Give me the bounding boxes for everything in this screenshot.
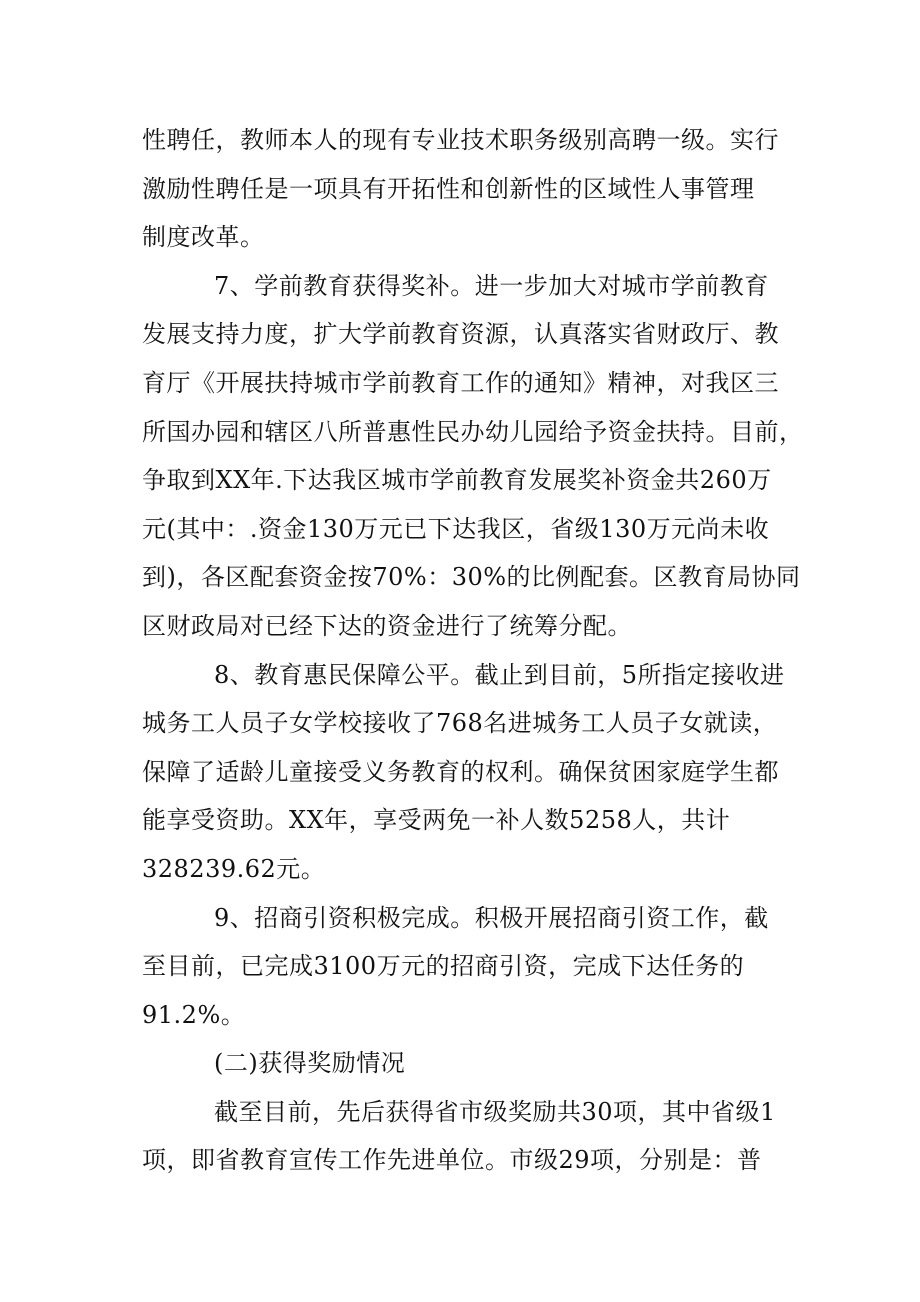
text-line: 元(其中：.资金130万元已下达我区，省级130万元尚未收 bbox=[142, 514, 770, 543]
text-line: 91.2%。 bbox=[142, 1000, 246, 1029]
text-line: 发展支持力度，扩大学前教育资源，认真落实省财政厅、教 bbox=[142, 320, 779, 349]
text-line: 性聘任，教师本人的现有专业技术职务级别高聘一级。实行 bbox=[142, 126, 779, 154]
text-line: 到)，各区配套资金按70%：30%的比例配套。区教育局协同 bbox=[142, 563, 801, 592]
text-line: 9、招商引资积极完成。积极开展招商引资工作，截 bbox=[214, 903, 769, 932]
body-text bbox=[142, 116, 804, 1185]
text-line: 区财政局对已经下达的资金进行了统筹分配。 bbox=[142, 611, 632, 640]
text-line: 截至目前，先后获得省市级奖励共30项，其中省级1 bbox=[214, 1097, 776, 1126]
text-line: 8、教育惠民保障公平。截止到目前，5所指定接收进 bbox=[214, 660, 785, 689]
text-line: 育厅《开展扶持城市学前教育工作的通知》精神，对我区三 bbox=[142, 368, 779, 397]
text-line: 城务工人员子女学校接收了768名进城务工人员子女就读， bbox=[142, 709, 778, 738]
text-line: 能享受资助。XX年，享受两免一补人数5258人，共计 bbox=[142, 806, 731, 835]
text-line: 保障了适龄儿童接受义务教育的权利。确保贫困家庭学生都 bbox=[142, 757, 779, 786]
text-line: 争取到XX年.下达我区城市学前教育发展奖补资金共260万 bbox=[142, 466, 772, 495]
text-line: 328239.62元。 bbox=[142, 854, 326, 883]
text-line: 所国办园和辖区八所普惠性民办幼儿园给予资金扶持。目前， bbox=[142, 417, 804, 446]
text-line: 激励性聘任是一项具有开拓性和创新性的区域性人事管理 bbox=[142, 174, 755, 203]
text-line: 7、学前教育获得奖补。进一步加大对城市学前教育 bbox=[214, 271, 769, 300]
text-line: 至目前，已完成3100万元的招商引资，完成下达任务的 bbox=[142, 952, 745, 981]
text-line: 制度改革。 bbox=[142, 223, 265, 252]
text-line: (二)获得奖励情况 bbox=[214, 1049, 406, 1078]
text-line: 项，即省教育宣传工作先进单位。市级29项，分别是：普 bbox=[142, 1146, 762, 1175]
